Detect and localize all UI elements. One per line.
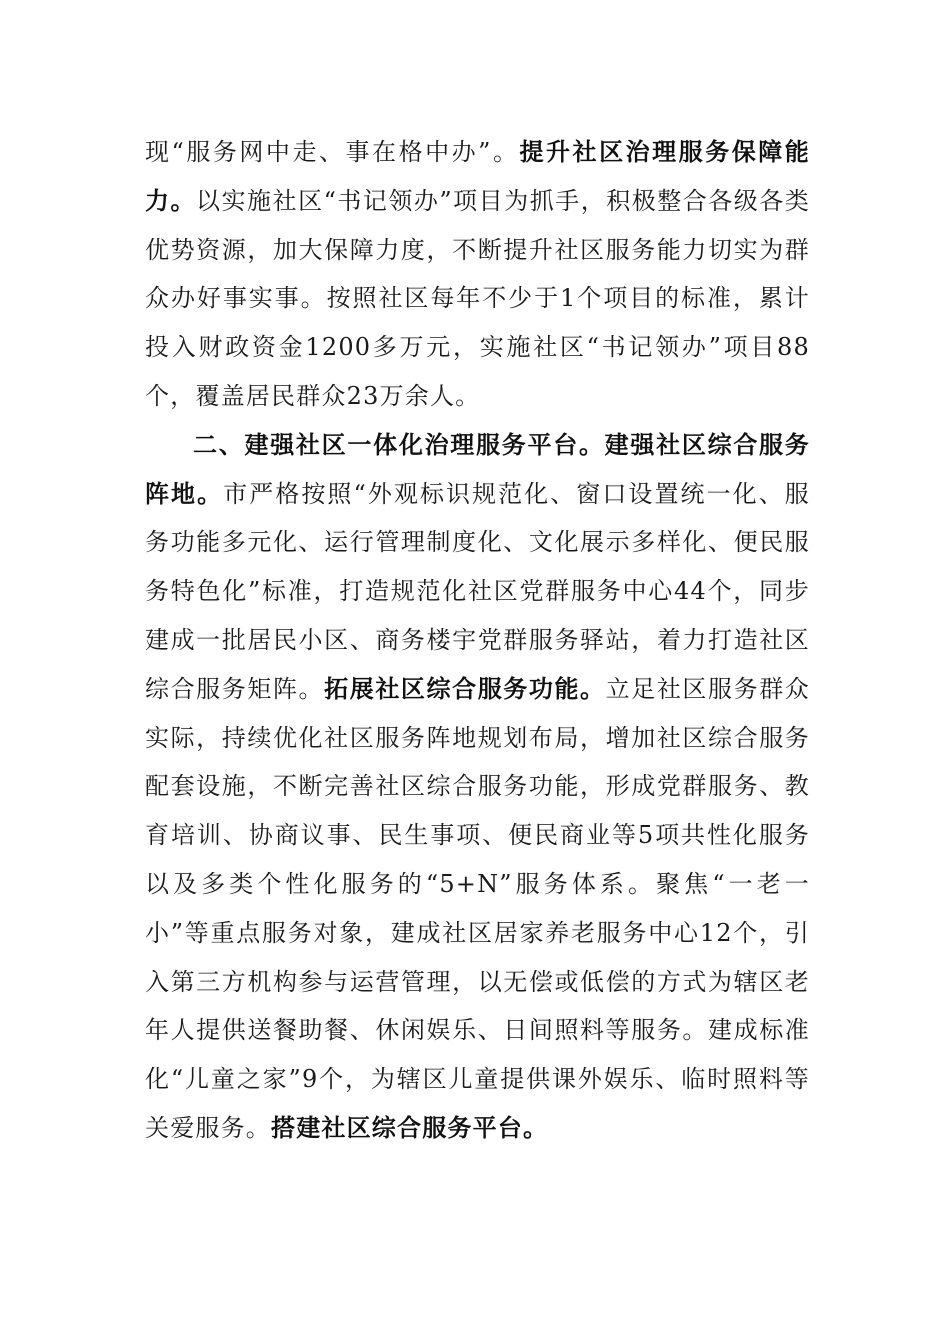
paragraph-2 (145, 421, 810, 1153)
paragraph-2-segment-2: 市严格按照“外观标识规范化、窗口设置统一化、服务功能多元化、运行管理制度化、文化展示多样化、便民服务特色化”标准，打造规范化社区党群服务中心44个，同步建成一批居民小区、商务楼宇党群服务驿站，着力打造社区综合服务矩阵。 (145, 479, 810, 703)
paragraph-1-segment-3: 以实施社区“书记领办”项目为抓手，积极整合各级各类优势资源，加大保障力度，不断提升社区服务能力切实为群众办好事实事。按照社区每年不少于1个项目的标准，累计投入财政资金1200多万元，实施社区“书记领办”项目88个，覆盖居民群众23万余人。 (145, 186, 810, 410)
section-heading-platform: 二、建强社区一体化治理服务平台。建强社区综合服务阵地。 (145, 429, 810, 508)
paragraph-2-segment-4: 立足社区服务群众实际，持续优化社区服务阵地规划布局，增加社区综合服务配套设施，不断完善社区综合服务功能，形成党群服务、教育培训、协商议事、民生事项、便民商业等5项共性化服务以及多类个性化服务的“5+N”服务体系。聚焦“一老一小”等重点服务对象，建成社区居家养老服务中心12个，引入第三方机构参与运营管理，以无偿或低偿的方式为辖区老年人提供送餐助餐、休闲娱乐、日间照料等服务。建成标准化“儿童之家”9个，为辖区儿童提供课外娱乐、临时照料等关爱服务。 (145, 674, 810, 1142)
paragraph-1 (145, 128, 810, 421)
body-text (145, 128, 810, 1153)
heading-build-platform: 搭建社区综合服务平台。 (271, 1112, 549, 1142)
paragraph-1-heading-capacity: 提升社区治理服务保障能力。 (145, 137, 810, 215)
heading-expand-functions: 拓展社区综合服务功能。 (324, 673, 606, 703)
paragraph-1-segment-1: 现“服务网中走、事在格中办”。 (145, 138, 520, 166)
